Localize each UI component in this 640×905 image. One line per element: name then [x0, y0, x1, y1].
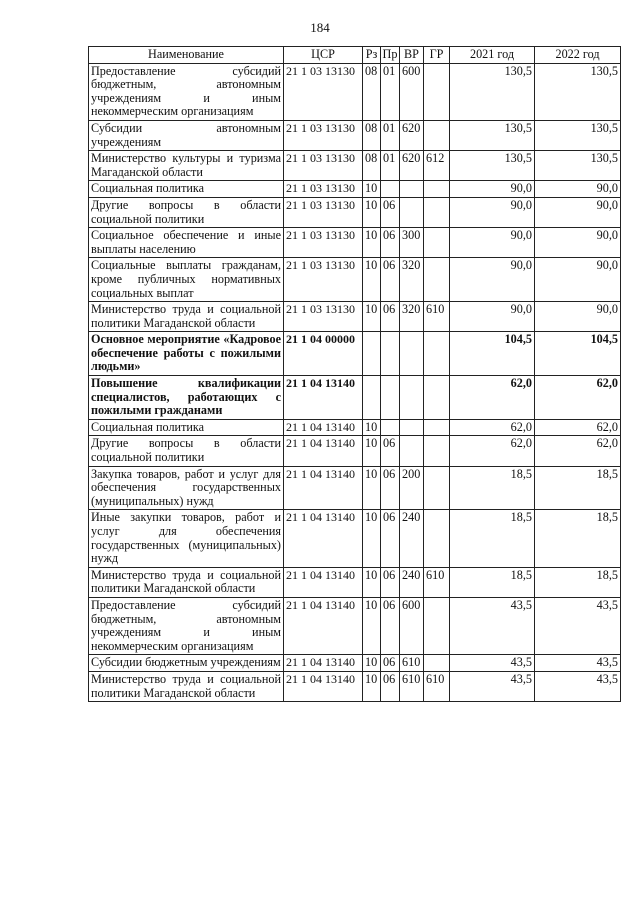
table-row — [89, 181, 621, 198]
row-2022-cell: 18,5 — [535, 466, 621, 510]
row-name-cell: Социальная политика — [89, 181, 284, 198]
row-rz-cell — [363, 332, 381, 376]
row-gr-cell — [424, 63, 450, 120]
header-rz: Рз — [363, 47, 381, 64]
table-row — [89, 258, 621, 302]
row-2022-cell: 90,0 — [535, 181, 621, 198]
row-gr-cell — [424, 332, 450, 376]
row-gr-cell — [424, 436, 450, 466]
row-rz-cell: 10 — [363, 419, 381, 436]
row-csr-cell: 21 1 03 13130 — [284, 151, 363, 181]
header-name: Наименование — [89, 47, 284, 64]
row-gr-cell — [424, 258, 450, 302]
row-gr-cell — [424, 655, 450, 672]
header-2021: 2021 год — [450, 47, 535, 64]
row-rz-cell: 10 — [363, 655, 381, 672]
row-2022-cell: 43,5 — [535, 655, 621, 672]
row-vr-cell: 240 — [400, 510, 424, 567]
row-csr-cell: 21 1 04 13140 — [284, 436, 363, 466]
row-csr-cell: 21 1 03 13130 — [284, 302, 363, 332]
table-row — [89, 376, 621, 420]
row-gr-cell — [424, 419, 450, 436]
row-name-cell: Предоставление субсидий бюджетным, автономным учреждениям и иным некоммерческим организациям — [89, 597, 284, 654]
row-2021-cell: 62,0 — [450, 419, 535, 436]
row-name-cell: Субсидии бюджетным учреждениям — [89, 655, 284, 672]
row-gr-cell — [424, 376, 450, 420]
row-pr-cell: 06 — [381, 258, 400, 302]
row-pr-cell: 06 — [381, 597, 400, 654]
table-row — [89, 655, 621, 672]
row-pr-cell: 01 — [381, 151, 400, 181]
row-rz-cell: 10 — [363, 197, 381, 227]
row-name-cell: Основное мероприятие «Кадровое обеспечение работы с пожилыми людьми» — [89, 332, 284, 376]
row-2021-cell: 18,5 — [450, 510, 535, 567]
row-2021-cell: 90,0 — [450, 258, 535, 302]
row-vr-cell: 610 — [400, 671, 424, 701]
table-row — [89, 332, 621, 376]
row-2022-cell: 62,0 — [535, 376, 621, 420]
row-name-cell: Министерство труда и социальной политики Магаданской области — [89, 302, 284, 332]
header-gr: ГР — [424, 47, 450, 64]
row-2022-cell: 130,5 — [535, 120, 621, 150]
row-vr-cell: 600 — [400, 597, 424, 654]
row-csr-cell: 21 1 04 13140 — [284, 419, 363, 436]
row-pr-cell — [381, 419, 400, 436]
row-gr-cell — [424, 466, 450, 510]
row-pr-cell — [381, 376, 400, 420]
row-gr-cell — [424, 597, 450, 654]
row-2021-cell: 43,5 — [450, 671, 535, 701]
row-2022-cell: 43,5 — [535, 597, 621, 654]
row-csr-cell: 21 1 03 13130 — [284, 63, 363, 120]
row-name-cell: Социальная политика — [89, 419, 284, 436]
row-2021-cell: 90,0 — [450, 302, 535, 332]
row-pr-cell — [381, 332, 400, 376]
row-csr-cell: 21 1 03 13130 — [284, 181, 363, 198]
row-csr-cell: 21 1 04 13140 — [284, 655, 363, 672]
row-vr-cell: 320 — [400, 302, 424, 332]
row-2022-cell: 130,5 — [535, 63, 621, 120]
table-row — [89, 510, 621, 567]
row-gr-cell — [424, 510, 450, 567]
row-pr-cell: 06 — [381, 671, 400, 701]
row-2021-cell: 43,5 — [450, 655, 535, 672]
row-pr-cell: 06 — [381, 567, 400, 597]
row-2022-cell: 104,5 — [535, 332, 621, 376]
table-row — [89, 436, 621, 466]
row-gr-cell: 612 — [424, 151, 450, 181]
row-rz-cell: 08 — [363, 63, 381, 120]
row-vr-cell: 200 — [400, 466, 424, 510]
row-2022-cell: 62,0 — [535, 419, 621, 436]
row-name-cell: Другие вопросы в области социальной политики — [89, 197, 284, 227]
row-name-cell: Социальное обеспечение и иные выплаты населению — [89, 228, 284, 258]
row-2021-cell: 130,5 — [450, 120, 535, 150]
row-name-cell: Министерство труда и социальной политики Магаданской области — [89, 671, 284, 701]
row-name-cell: Субсидии автономным учреждениям — [89, 120, 284, 150]
row-pr-cell: 06 — [381, 228, 400, 258]
row-csr-cell: 21 1 04 13140 — [284, 466, 363, 510]
row-vr-cell — [400, 419, 424, 436]
row-2022-cell: 130,5 — [535, 151, 621, 181]
row-2022-cell: 90,0 — [535, 228, 621, 258]
row-vr-cell: 320 — [400, 258, 424, 302]
row-vr-cell: 620 — [400, 151, 424, 181]
table-row — [89, 419, 621, 436]
row-csr-cell: 21 1 03 13130 — [284, 120, 363, 150]
row-pr-cell: 01 — [381, 63, 400, 120]
row-csr-cell: 21 1 04 13140 — [284, 597, 363, 654]
row-gr-cell — [424, 197, 450, 227]
row-rz-cell: 10 — [363, 671, 381, 701]
row-vr-cell — [400, 181, 424, 198]
table-header-row — [89, 47, 621, 64]
row-2021-cell: 18,5 — [450, 567, 535, 597]
row-name-cell: Закупка товаров, работ и услуг для обеспечения государственных (муниципальных) нужд — [89, 466, 284, 510]
row-vr-cell: 620 — [400, 120, 424, 150]
row-pr-cell: 06 — [381, 655, 400, 672]
row-gr-cell — [424, 181, 450, 198]
row-2022-cell: 18,5 — [535, 567, 621, 597]
table-row — [89, 228, 621, 258]
header-pr: Пр — [381, 47, 400, 64]
table-row — [89, 197, 621, 227]
row-rz-cell: 10 — [363, 258, 381, 302]
row-pr-cell: 06 — [381, 302, 400, 332]
row-vr-cell: 240 — [400, 567, 424, 597]
row-rz-cell: 08 — [363, 120, 381, 150]
row-2021-cell: 90,0 — [450, 228, 535, 258]
row-pr-cell — [381, 181, 400, 198]
row-gr-cell — [424, 120, 450, 150]
row-name-cell: Другие вопросы в области социальной политики — [89, 436, 284, 466]
row-rz-cell: 10 — [363, 436, 381, 466]
table-row — [89, 63, 621, 120]
row-2022-cell: 90,0 — [535, 302, 621, 332]
row-csr-cell: 21 1 04 13140 — [284, 510, 363, 567]
row-2021-cell: 90,0 — [450, 197, 535, 227]
row-2021-cell: 43,5 — [450, 597, 535, 654]
row-csr-cell: 21 1 04 13140 — [284, 567, 363, 597]
row-csr-cell: 21 1 03 13130 — [284, 258, 363, 302]
row-2022-cell: 90,0 — [535, 197, 621, 227]
row-2021-cell: 62,0 — [450, 376, 535, 420]
row-rz-cell: 10 — [363, 567, 381, 597]
row-2022-cell: 90,0 — [535, 258, 621, 302]
table-row — [89, 302, 621, 332]
row-name-cell: Иные закупки товаров, работ и услуг для обеспечения государственных (муниципальных) нужд — [89, 510, 284, 567]
header-csr: ЦСР — [284, 47, 363, 64]
row-rz-cell: 10 — [363, 228, 381, 258]
table-row — [89, 151, 621, 181]
row-gr-cell: 610 — [424, 302, 450, 332]
row-2022-cell: 43,5 — [535, 671, 621, 701]
table-row — [89, 567, 621, 597]
row-vr-cell — [400, 436, 424, 466]
row-rz-cell: 10 — [363, 597, 381, 654]
budget-table — [88, 46, 621, 702]
row-csr-cell: 21 1 03 13130 — [284, 197, 363, 227]
table-row — [89, 466, 621, 510]
row-2021-cell: 90,0 — [450, 181, 535, 198]
row-csr-cell: 21 1 04 13140 — [284, 671, 363, 701]
row-2022-cell: 18,5 — [535, 510, 621, 567]
row-vr-cell: 300 — [400, 228, 424, 258]
row-rz-cell: 08 — [363, 151, 381, 181]
table-row — [89, 120, 621, 150]
row-vr-cell — [400, 332, 424, 376]
row-pr-cell: 01 — [381, 120, 400, 150]
row-vr-cell: 610 — [400, 655, 424, 672]
row-csr-cell: 21 1 04 00000 — [284, 332, 363, 376]
table-row — [89, 671, 621, 701]
row-2021-cell: 130,5 — [450, 151, 535, 181]
row-csr-cell: 21 1 03 13130 — [284, 228, 363, 258]
row-name-cell: Предоставление субсидий бюджетным, автономным учреждениям и иным некоммерческим организациям — [89, 63, 284, 120]
row-pr-cell: 06 — [381, 510, 400, 567]
row-vr-cell: 600 — [400, 63, 424, 120]
row-csr-cell: 21 1 04 13140 — [284, 376, 363, 420]
row-gr-cell — [424, 228, 450, 258]
row-name-cell: Министерство культуры и туризма Магаданской области — [89, 151, 284, 181]
row-rz-cell: 10 — [363, 302, 381, 332]
row-pr-cell: 06 — [381, 436, 400, 466]
table-row — [89, 597, 621, 654]
header-2022: 2022 год — [535, 47, 621, 64]
row-rz-cell — [363, 376, 381, 420]
row-2022-cell: 62,0 — [535, 436, 621, 466]
row-rz-cell: 10 — [363, 510, 381, 567]
row-2021-cell: 104,5 — [450, 332, 535, 376]
row-rz-cell: 10 — [363, 181, 381, 198]
header-vr: ВР — [400, 47, 424, 64]
row-name-cell: Министерство труда и социальной политики Магаданской области — [89, 567, 284, 597]
page-number: 184 — [310, 20, 330, 35]
row-vr-cell — [400, 376, 424, 420]
row-2021-cell: 18,5 — [450, 466, 535, 510]
row-2021-cell: 62,0 — [450, 436, 535, 466]
row-name-cell: Социальные выплаты гражданам, кроме публичных нормативных социальных выплат — [89, 258, 284, 302]
table-body — [89, 63, 621, 702]
row-gr-cell: 610 — [424, 567, 450, 597]
row-gr-cell: 610 — [424, 671, 450, 701]
row-pr-cell: 06 — [381, 197, 400, 227]
row-rz-cell: 10 — [363, 466, 381, 510]
row-name-cell: Повышение квалификации специалистов, работающих с пожилыми гражданами — [89, 376, 284, 420]
row-2021-cell: 130,5 — [450, 63, 535, 120]
row-pr-cell: 06 — [381, 466, 400, 510]
row-vr-cell — [400, 197, 424, 227]
